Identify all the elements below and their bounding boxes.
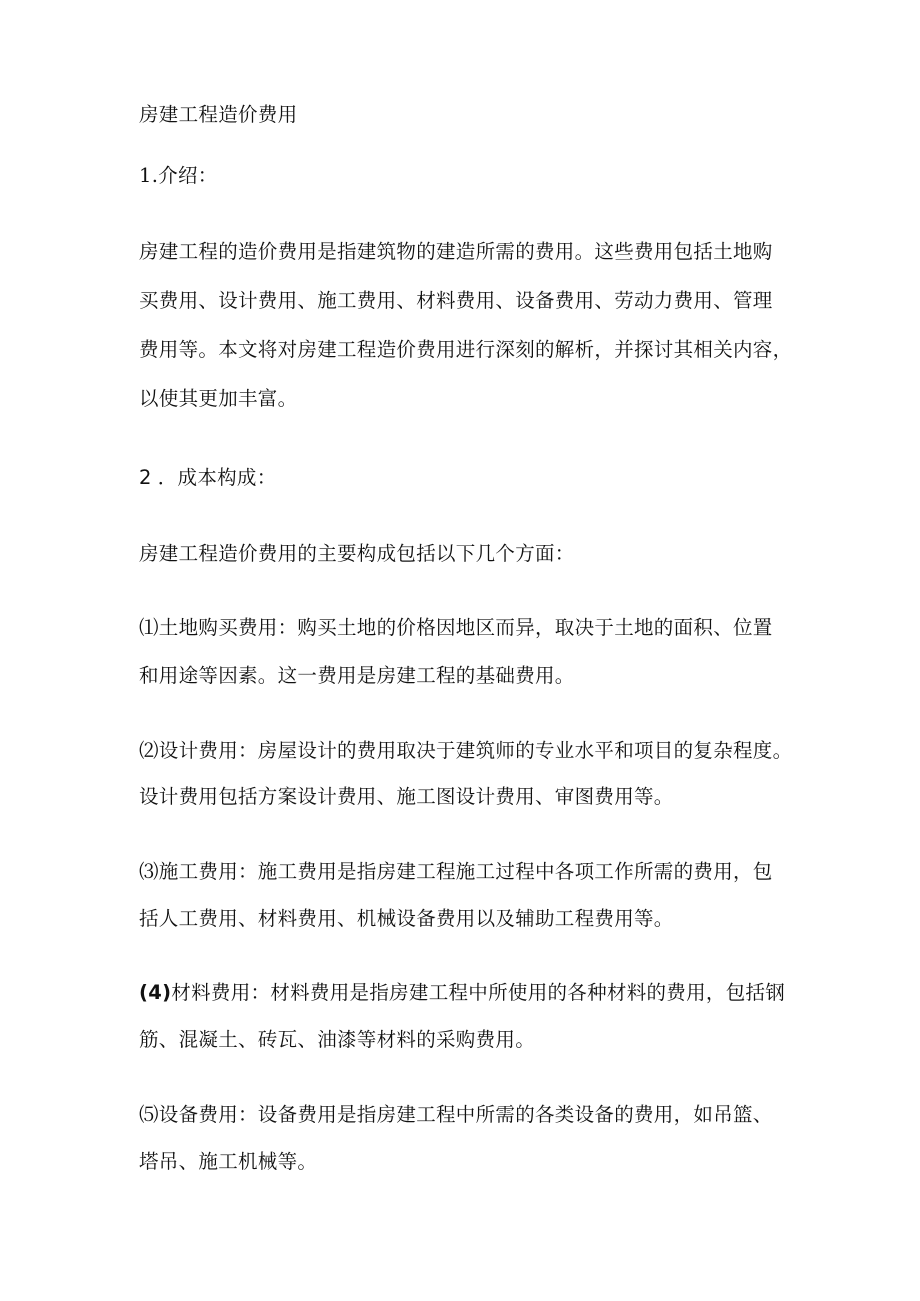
section-2-intro: 房建工程造价费用的主要构成包括以下几个方面： (139, 542, 575, 565)
section-2-heading-text: ．成本构成： (157, 466, 277, 489)
list-item-2-line-2: 设计费用包括方案设计费用、施工图设计费用、审图费用等。 (139, 785, 674, 808)
list-item-4-line-2: 筋、混凝土、砖瓦、油漆等材料的采购费用。 (139, 1028, 536, 1051)
list-item-3-line-1: ⑶施工费用：施工费用是指房建工程施工过程中各项工作所需的费用，包 (139, 860, 773, 883)
section-1-paragraph-line-4: 以使其更加丰富。 (139, 387, 298, 410)
list-item-5-line-2: 塔吊、施工机械等。 (139, 1150, 318, 1173)
list-item-3-line-2: 括人工费用、材料费用、机械设备费用以及辅助工程费用等。 (139, 907, 674, 930)
section-1-paragraph-line-3: 费用等。本文将对房建工程造价费用进行深刻的解析，并探讨其相关内容， (139, 338, 793, 361)
list-item-1-line-1: ⑴土地购买费用：购买土地的价格因地区而异，取决于土地的面积、位置 (139, 616, 773, 639)
list-item-1-line-2: 和用途等因素。这一费用是房建工程的基础费用。 (139, 664, 575, 687)
list-item-4-text: 材料费用：材料费用是指房建工程中所使用的各种材料的费用，包括钢 (171, 981, 786, 1004)
list-item-4-line-1 (139, 980, 785, 1006)
section-2-heading (139, 465, 277, 491)
section-2-heading-number: 2 (139, 466, 152, 489)
section-1-heading: 1.介绍： (139, 164, 218, 187)
document-title: 房建工程造价费用 (139, 103, 298, 126)
list-item-5-line-1: ⑸设备费用：设备费用是指房建工程中所需的各类设备的费用，如吊篮、 (139, 1103, 773, 1126)
section-1-paragraph-line-1: 房建工程的造价费用是指建筑物的建造所需的费用。这些费用包括土地购 (139, 240, 773, 263)
section-1-paragraph-line-2: 买费用、设计费用、施工费用、材料费用、设备费用、劳动力费用、管理 (139, 289, 773, 312)
list-item-4-marker: (4) (139, 981, 172, 1004)
list-item-2-line-1: ⑵设计费用：房屋设计的费用取决于建筑师的专业水平和项目的复杂程度。 (139, 739, 793, 762)
